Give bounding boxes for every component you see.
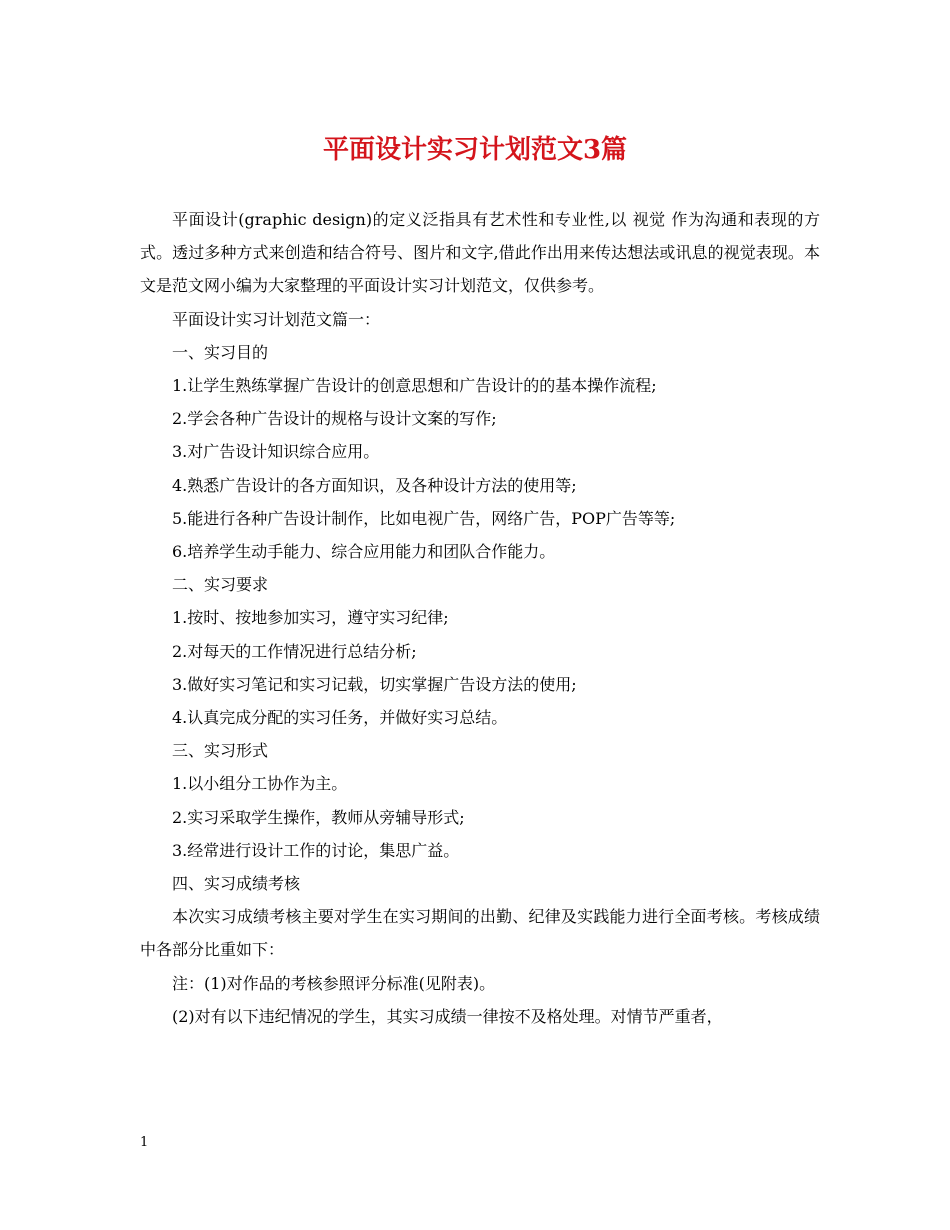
body-line: 1.以小组分工协作为主。	[172, 774, 348, 794]
section-heading-requirements: 二、实习要求	[172, 575, 269, 595]
body-line: 3.做好实习笔记和实习记载，切实掌握广告设方法的使用;	[172, 674, 577, 694]
body-line: 3.对广告设计知识综合应用。	[172, 442, 380, 462]
document-body	[140, 203, 820, 1033]
page-number: 1	[140, 1135, 149, 1150]
body-line: 5.能进行各种广告设计制作，比如电视广告，网络广告，POP广告等等;	[172, 508, 676, 528]
note-line: 注：(1)对作品的考核参照评分标准(见附表)。	[172, 973, 496, 993]
body-line: 3.经常进行设计工作的讨论，集思广益。	[172, 840, 460, 860]
last-line: (2)对有以下违纪情况的学生，其实习成绩一律按不及格处理。对情节严重者，	[172, 1006, 723, 1026]
body-line: 4.认真完成分配的实习任务，并做好实习总结。	[172, 708, 508, 728]
body-line: 2.实习采取学生操作，教师从旁辅导形式;	[172, 807, 465, 827]
section-heading-format: 三、实习形式	[172, 741, 269, 761]
intro-paragraph: 平面设计(graphic design)的定义泛指具有艺术性和专业性,以 视觉 作为沟通和表现的方式。透过多种方式来创造和结合符号、图片和文字,借此作出用来传达想法或讯息的视觉表现。本文是范文网小编为大家整理的平面设计实习计划范文，仅供参考。	[140, 210, 820, 296]
body-line: 4.熟悉广告设计的各方面知识，及各种设计方法的使用等;	[172, 475, 577, 495]
section-heading-purpose: 一、实习目的	[172, 342, 269, 362]
body-line: 2.对每天的工作情况进行总结分析;	[172, 641, 417, 661]
document-title: 平面设计实习计划范文3篇	[322, 135, 628, 165]
body-line: 平面设计实习计划范文篇一：	[172, 309, 381, 329]
body-line: 2.学会各种广告设计的规格与设计文案的写作;	[172, 409, 497, 429]
section-heading-assessment: 四、实习成绩考核	[172, 874, 301, 894]
body-line: 6.培养学生动手能力、综合应用能力和团队合作能力。	[172, 542, 556, 562]
assessment-paragraph: 本次实习成绩考核主要对学生在实习期间的出勤、纪律及实践能力进行全面考核。考核成绩中各部分比重如下：	[140, 907, 820, 960]
body-line: 1.按时、按地参加实习，遵守实习纪律;	[172, 608, 449, 628]
body-line: 1.让学生熟练掌握广告设计的创意思想和广告设计的的基本操作流程;	[172, 376, 657, 396]
